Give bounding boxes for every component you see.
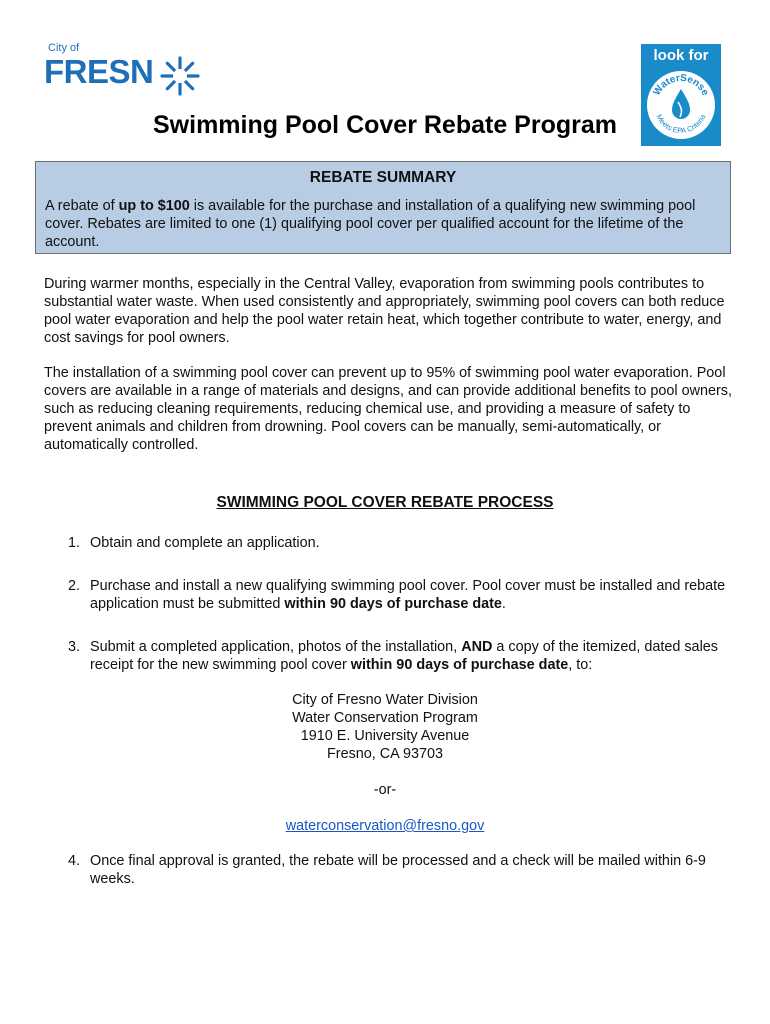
- intro-paragraph-1: During warmer months, especially in the Central Valley, evaporation from swimming pools contributes to substantial water waste. When used consistently and appropriately, swimming pool covers can both reduce pool water evaporation and help the pool water retain heat, which together contribute to water, energy, and cost savings for pool owners.: [44, 276, 725, 346]
- logo-wordmark: FRESN: [44, 53, 154, 90]
- page-title: Swimming Pool Cover Rebate Program: [153, 111, 617, 139]
- address-line-4: Fresno, CA 93703: [327, 746, 443, 762]
- step-number: 2.: [68, 578, 81, 594]
- summary-text-1: A rebate of: [45, 198, 119, 214]
- logo-city-label: City of: [48, 42, 80, 54]
- watersense-badge-top-text: WaterSense: [651, 72, 711, 98]
- step3-text-1: Submit a completed application, photos of the installation,: [90, 639, 462, 655]
- rebate-process-heading: SWIMMING POOL COVER REBATE PROCESS: [216, 494, 554, 511]
- step-number: 3.: [68, 639, 81, 655]
- rebate-summary-text: [45, 197, 727, 251]
- summary-text-2: is available for the purchase and installation of a qualifying new swimming pool cover. Rebates are limited to one (1) qualifying pool cover per qualified account for the lifetime of the account.: [45, 198, 696, 250]
- watersense-badge-bottom-text: Meets EPA Criteria: [654, 112, 708, 136]
- step-text: [90, 638, 730, 674]
- step-text: Once final approval is granted, the rebate will be processed and a check will be mailed within 6-9 weeks.: [90, 853, 706, 887]
- step3-deadline: within 90 days of purchase date: [350, 657, 569, 673]
- step3-and: AND: [461, 639, 493, 655]
- address-line-3: 1910 E. University Avenue: [300, 728, 470, 744]
- summary-amount: up to $100: [118, 198, 190, 214]
- step-text: [90, 577, 730, 613]
- step2-deadline: within 90 days of purchase date: [284, 596, 502, 612]
- email-link[interactable]: waterconservation@fresno.gov: [285, 818, 485, 834]
- sun-icon: [160, 56, 200, 96]
- step2-text-1: Purchase and install a new qualifying swimming pool cover. Pool cover must be installed and rebate application must be submitted: [90, 578, 726, 612]
- or-separator: -or-: [373, 782, 397, 798]
- step2-text-2: .: [501, 596, 506, 612]
- city-of-fresno-logo: [44, 42, 204, 94]
- step-text: Obtain and complete an application.: [90, 535, 320, 551]
- step-number: 1.: [68, 535, 81, 551]
- address-line-1: City of Fresno Water Division: [292, 692, 478, 708]
- address-line-2: Water Conservation Program: [292, 710, 478, 726]
- step3-text-2: a copy of the itemized, dated sales receipt for the new swimming pool cover: [90, 639, 718, 673]
- watersense-look-for: look for: [653, 47, 709, 64]
- rebate-summary-box: [35, 161, 731, 254]
- step-number: 4.: [68, 853, 81, 869]
- step3-text-3: , to:: [568, 657, 593, 673]
- rebate-summary-heading: REBATE SUMMARY: [309, 169, 457, 186]
- intro-paragraph-2: The installation of a swimming pool cover can prevent up to 95% of swimming pool water evaporation. Pool covers are available in a range of materials and designs, and can provide additional benefits to pool owners, such as reducing cleaning requirements, reducing chemical use, and providing a measure of safety to prevent animals and children from drowning. Pool covers can be manually, semi-automatically, or automatically controlled.: [44, 365, 732, 453]
